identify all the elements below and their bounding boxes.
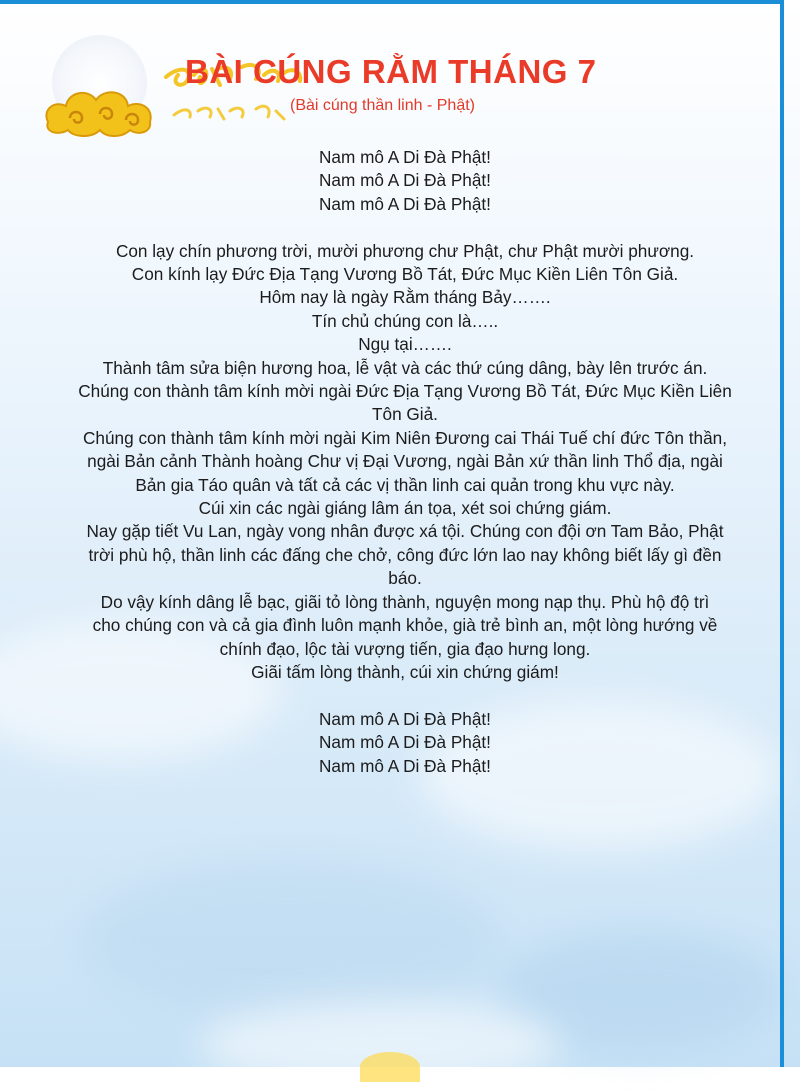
- closing-line: Nam mô A Di Đà Phật!: [319, 755, 491, 776]
- page-title: BÀI CÚNG RẰM THÁNG 7: [185, 53, 597, 90]
- prayer-line: Tôn Giả.: [372, 404, 438, 425]
- opening-line: Nam mô A Di Đà Phật!: [319, 193, 491, 214]
- prayer-line: Tín chủ chúng con là…..: [311, 310, 499, 331]
- frame-top-border: [0, 0, 784, 4]
- bottom-ornament: [360, 1052, 420, 1082]
- prayer-text: [70, 146, 740, 778]
- prayer-line: Con lạy chín phương trời, mười phương chư Phật, chư Phật mười phương.: [115, 240, 695, 261]
- prayer-line: cho chúng con và cả gia đình luôn mạnh khỏe, già trẻ bình an, một lòng hướng về: [92, 615, 718, 636]
- opening-line: Nam mô A Di Đà Phật!: [319, 147, 491, 167]
- prayer-line: Bản gia Táo quân và tất cả các vị thần linh cai quản trong khu vực này.: [135, 474, 675, 495]
- prayer-line: chính đạo, lộc tài vượng tiến, gia đạo hưng long.: [219, 638, 591, 659]
- prayer-line: Con kính lạy Đức Địa Tạng Vương Bồ Tát, Đức Mục Kiền Liên Tôn Giả.: [131, 264, 679, 285]
- page-subtitle: (Bài cúng thần linh - Phật): [290, 97, 475, 114]
- frame-right-border: [780, 0, 784, 1067]
- paragraph-gap: [70, 216, 740, 239]
- prayer-line: trời phù hộ, thần linh các đấng che chở, công đức lớn lao nay không biết lấy gì đền: [88, 544, 722, 565]
- cloud-decoration: [80, 860, 500, 1020]
- prayer-line: Nay gặp tiết Vu Lan, ngày vong nhân được xá tội. Chúng con đội ơn Tam Bảo, Phật: [86, 521, 724, 542]
- prayer-line: Hôm nay là ngày Rằm tháng Bảy…….: [259, 287, 551, 308]
- prayer-line: Chúng con thành tâm kính mời ngài Đức Địa Tạng Vương Bồ Tát, Đức Mục Kiền Liên: [78, 381, 732, 402]
- prayer-line: ngài Bản cảnh Thành hoàng Chư vị Đại Vương, ngài Bản xứ thần linh Thổ địa, ngài: [87, 451, 723, 472]
- prayer-line: Giãi tấm lòng thành, cúi xin chứng giám!: [251, 661, 559, 682]
- opening-line: Nam mô A Di Đà Phật!: [319, 170, 491, 191]
- prayer-line: báo.: [388, 568, 422, 589]
- paragraph-gap: [70, 684, 740, 707]
- prayer-line: Cúi xin các ngài giáng lâm án tọa, xét soi chứng giám.: [198, 498, 612, 519]
- prayer-line: Chúng con thành tâm kính mời ngài Kim Niên Đương cai Thái Tuế chí đức Tôn thần,: [83, 427, 727, 448]
- closing-line: Nam mô A Di Đà Phật!: [319, 708, 491, 729]
- prayer-line: Ngụ tại…….: [358, 334, 452, 355]
- closing-line: Nam mô A Di Đà Phật!: [319, 732, 491, 753]
- prayer-line: Thành tâm sửa biện hương hoa, lễ vật và các thứ cúng dâng, bày lên trước án.: [102, 357, 708, 378]
- auspicious-cloud-logo-icon: [40, 80, 160, 140]
- prayer-line: Do vậy kính dâng lễ bạc, giãi tỏ lòng thành, nguyện mong nạp thụ. Phù hộ độ trì: [100, 591, 710, 612]
